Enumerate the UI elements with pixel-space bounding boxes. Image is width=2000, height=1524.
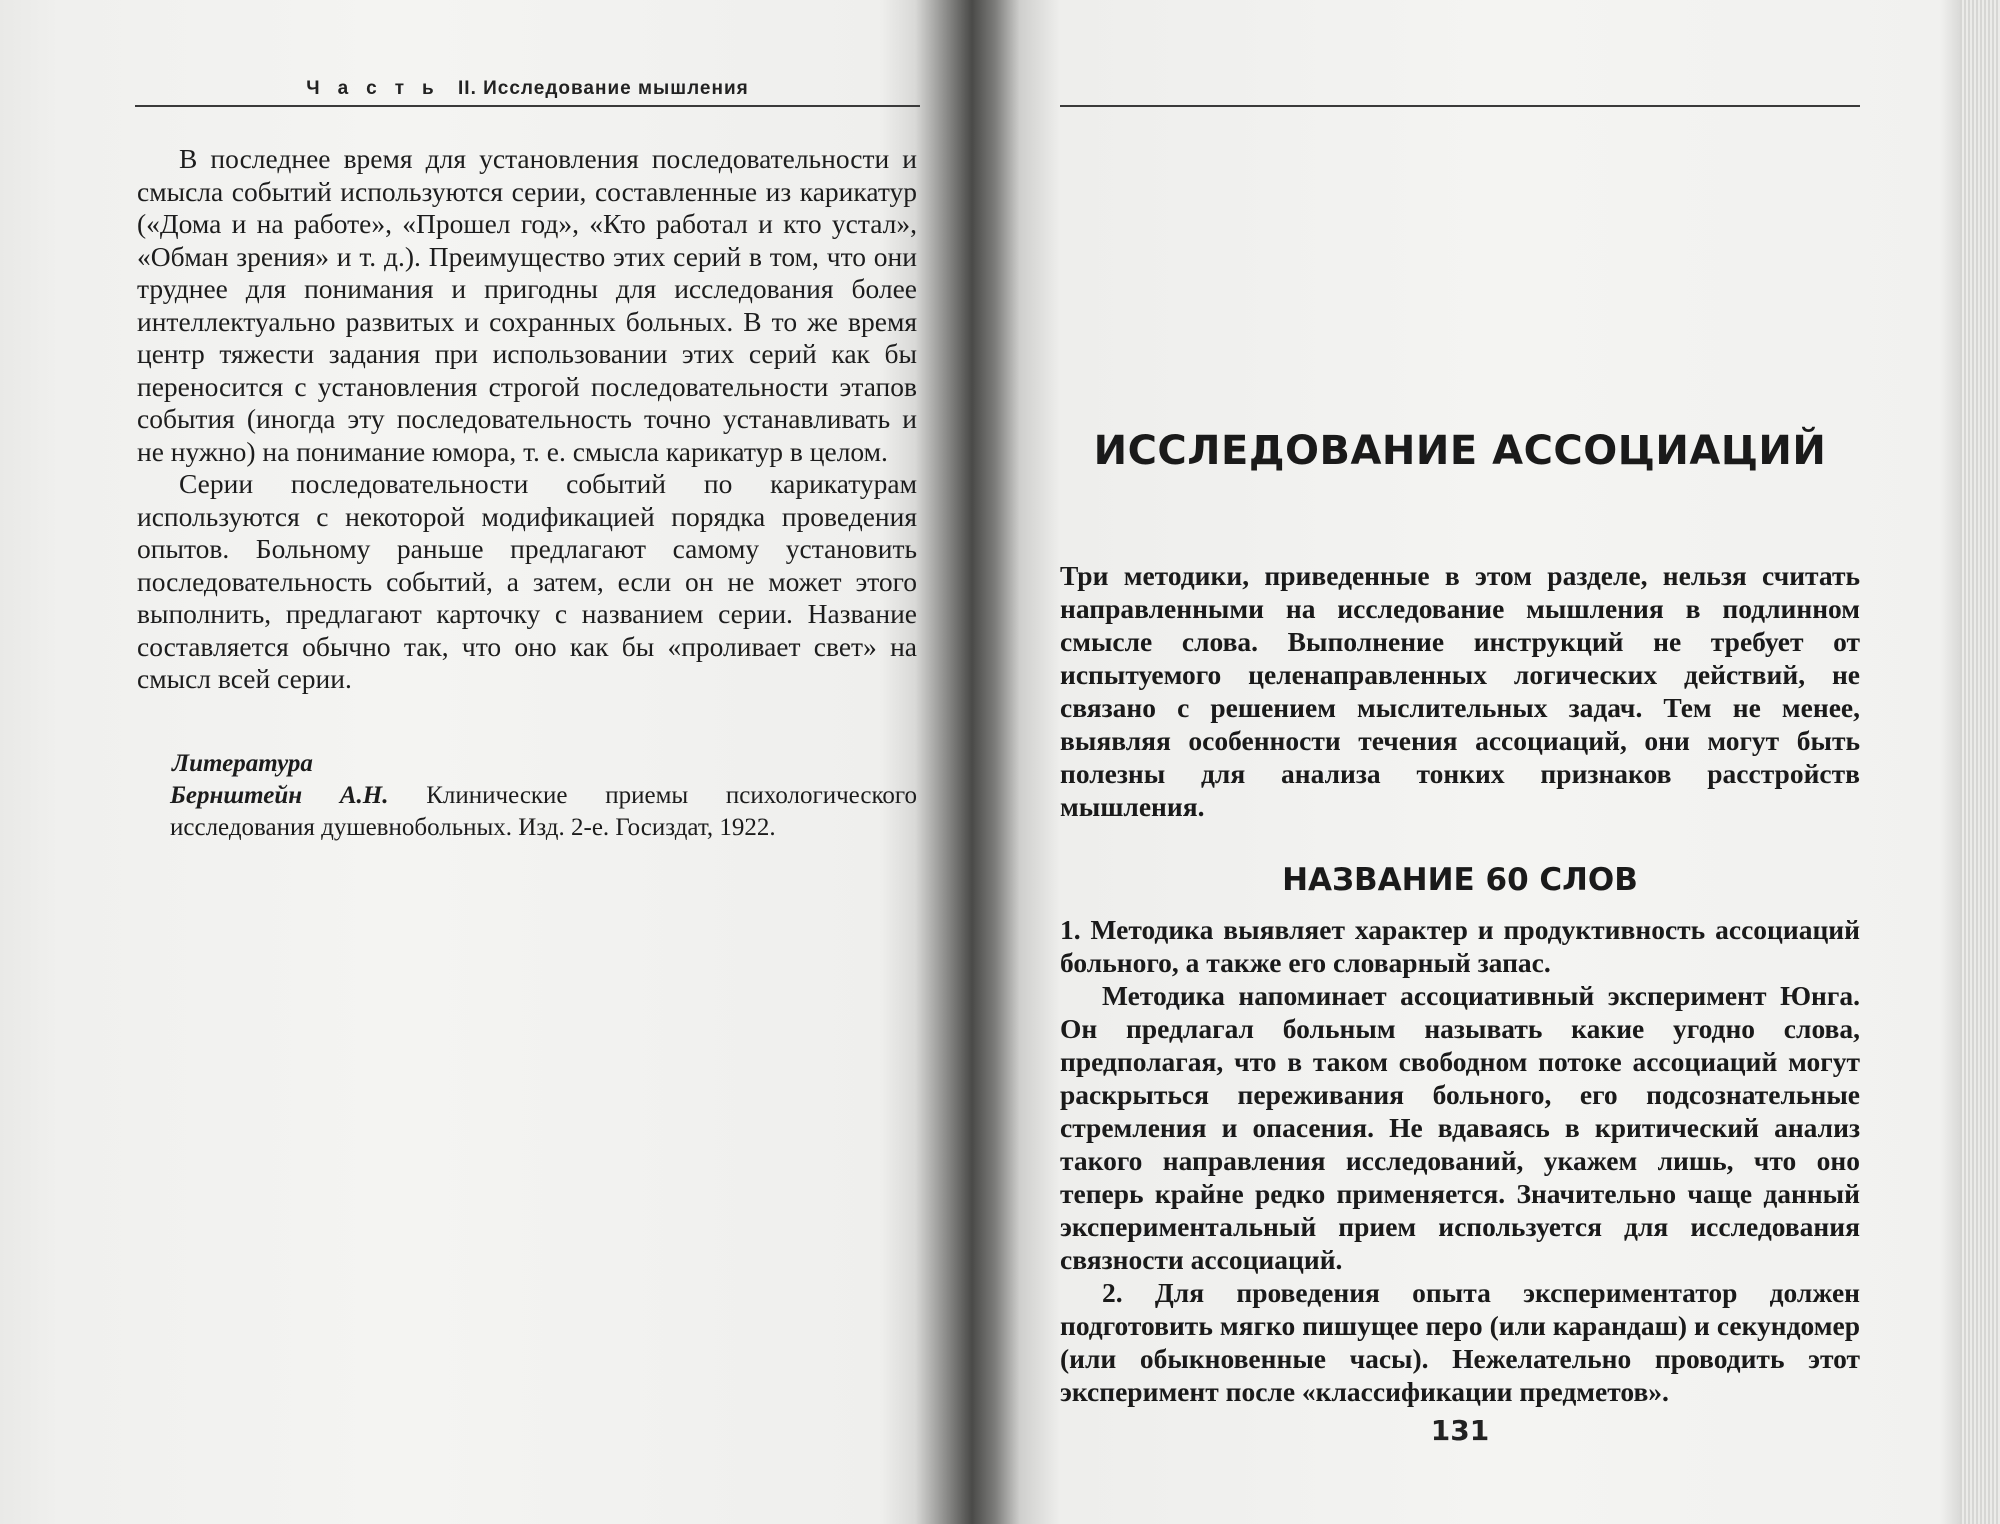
running-head-number: II. [458, 78, 477, 99]
running-head-part: Часть [306, 78, 452, 99]
section-title: НАЗВАНИЕ 60 СЛОВ [1282, 862, 1638, 898]
page-number: 131 [1430, 1414, 1490, 1447]
right-body-text [1060, 913, 1860, 1408]
paragraph: В последнее время для установления последовательности и смысла событий используются серии, составленные из карикатур («Дома и на работе», «Прошел год», «Кто работал и кто устал», «Обман зрения» и т. д.). Преимущество этих серий в том, что они труднее для понимания и пригодны для исследования более интеллектуально развитых и сохранных больных. В то же время центр тяжести задания при использовании этих серий как бы переносится с установления строгой последовательности этапов события (иногда эту последовательность точно устанавливать и не нужно) на понимание юмора, т. е. смысла карикатур в целом. [137, 143, 917, 467]
literature-section [172, 748, 917, 844]
paragraph: 1. Методика выявляет характер и продуктивность ассоциаций больного, а также его словарный запас. [1060, 914, 1860, 978]
literature-author: Бернштейн А.Н. [170, 782, 389, 809]
paragraph: 2. Для проведения опыта экспериментатор должен подготовить мягко пишущее перо (или карандаш) и секундомер (или обыкновенные часы). Нежелательно проводить этот эксперимент после «классификации предметов». [1060, 1277, 1860, 1407]
left-page [0, 0, 950, 1524]
literature-entry [170, 780, 917, 844]
literature-heading: Литература [172, 750, 313, 777]
right-page [1020, 0, 2000, 1524]
left-body-text [137, 143, 917, 696]
page-edges [1960, 0, 2000, 1524]
chapter-title: ИССЛЕДОВАНИЕ АССОЦИАЦИЙ [1093, 428, 1827, 474]
paragraph: Методика напоминает ассоциативный эксперимент Юнга. Он предлагал больным называть какие угодно слова, предполагая, что в таком свободном потоке ассоциаций могут раскрыться переживания больного, его подсознательные стремления и опасения. Не вдаваясь в критический анализ такого направления исследований, укажем лишь, что оно теперь крайне редко применяется. Значительно чаще данный экспериментальный прием используется для исследования связности ассоциаций. [1060, 980, 1860, 1275]
running-head [135, 78, 920, 100]
header-rule [1060, 105, 1860, 107]
running-head-title: Исследование мышления [483, 78, 749, 99]
chapter-intro: Три методики, приведенные в этом разделе, нельзя считать направленными на исследование мышления в подлинном смысле слова. Выполнение инструкций не требует от испытуемого целенаправленных логических действий, не связано с решением мыслительных задач. Тем не менее, выявляя особенности течения ассоциаций, они могут быть полезны для анализа тонких признаков расстройств мышления. [1060, 560, 1860, 822]
header-rule [135, 105, 920, 107]
literature-text: Клинические приемы психологического исследования душевнобольных. Изд. 2-е. Госиздат, 1922. [170, 782, 917, 841]
paragraph: Серии последовательности событий по карикатурам используются с некоторой модификацией порядка проведения опытов. Больному раньше предлагают самому установить последовательность событий, а затем, если он не может этого выполнить, предлагают карточку с названием серии. Название составляется обычно так, что оно как бы «проливает свет» на смысл всей серии. [137, 468, 917, 694]
